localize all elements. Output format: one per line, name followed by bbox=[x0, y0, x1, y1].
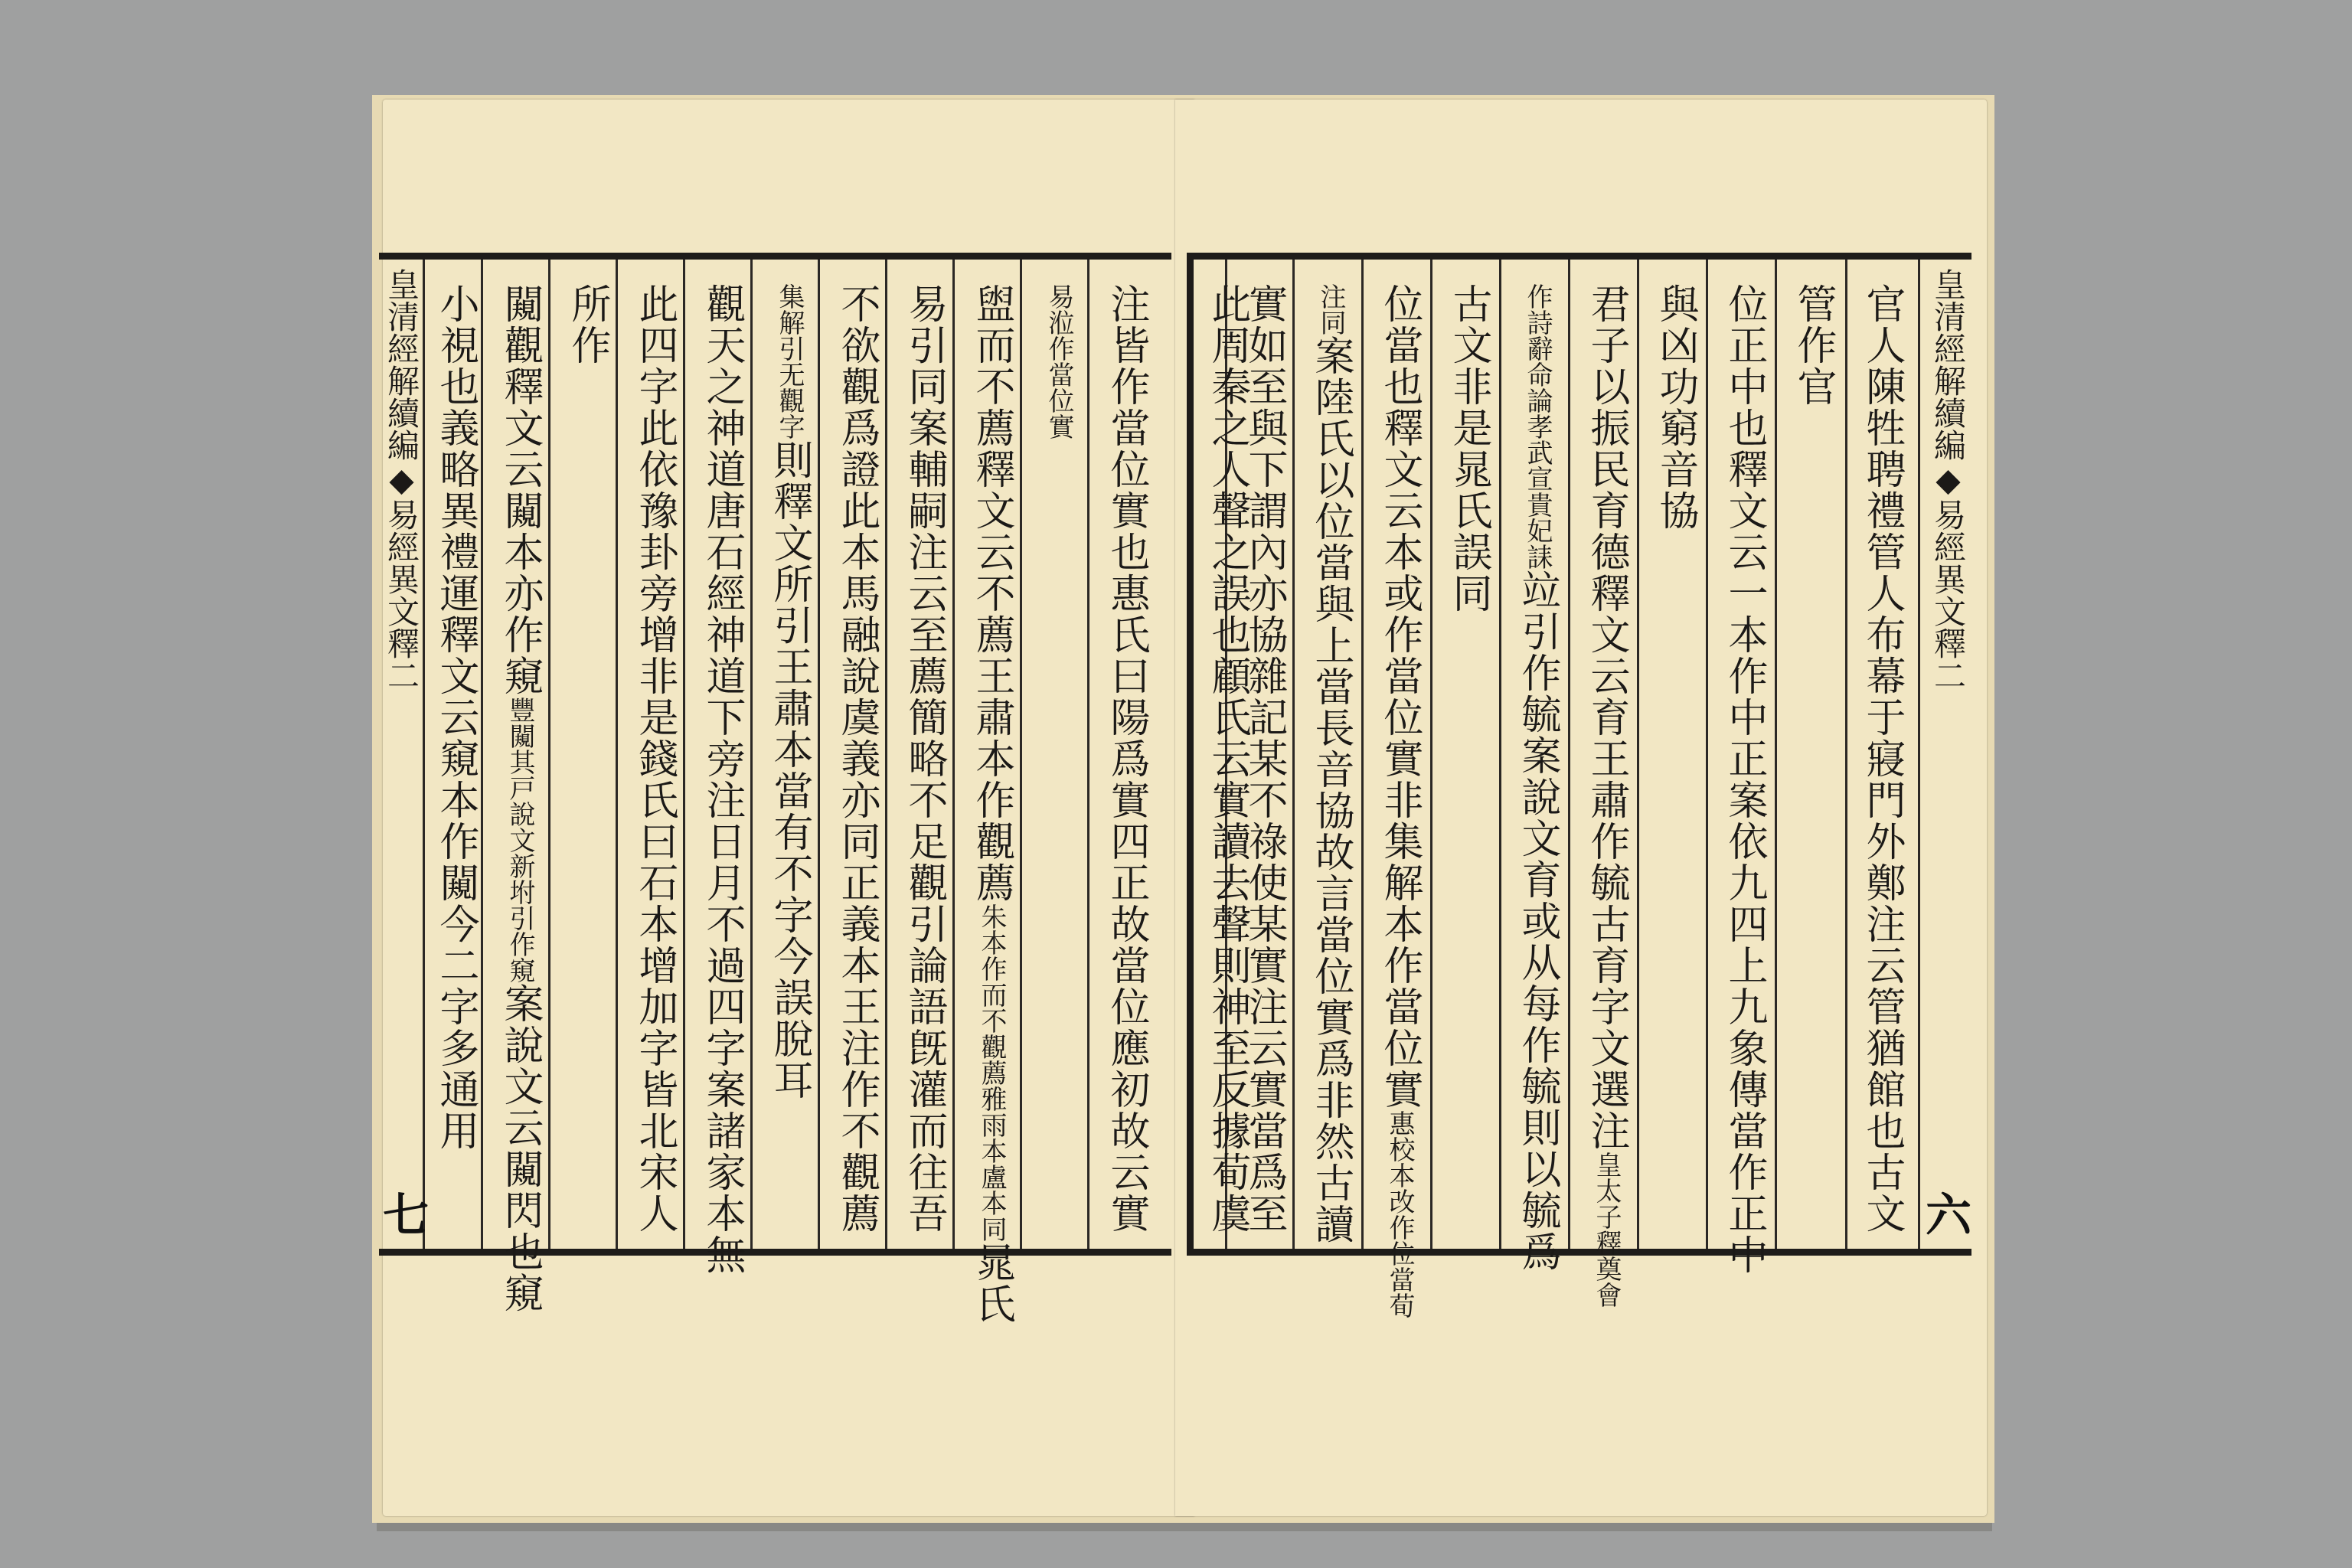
text-run: 案說文云闚閃也窺 bbox=[497, 983, 543, 1314]
column-rule bbox=[885, 260, 887, 1249]
text-run: 盥而不薦釋文云不薦王肅本作觀薦 bbox=[969, 283, 1014, 903]
column-rule bbox=[1637, 260, 1639, 1249]
text-run: 管作官 bbox=[1790, 283, 1836, 407]
small-note: 注同 bbox=[1315, 283, 1346, 335]
left-column-10 bbox=[495, 283, 545, 1314]
left-column-4 bbox=[899, 283, 949, 1234]
left-block-heart: 皇清經解續編◆易經異文釋二 bbox=[383, 268, 420, 691]
text-run: 位正中也釋文云一本作中正案依九四上九象傳當作正中 bbox=[1721, 283, 1767, 1276]
text-run: 官人陳牲聘禮管人布幕于寢門外鄭注云管猶館也古文 bbox=[1859, 283, 1905, 1234]
small-note: 集解引无觀字 bbox=[774, 283, 805, 439]
text-run: 則釋文所引王肅本當有不字今誤脫耳 bbox=[766, 439, 812, 1101]
column-rule bbox=[1499, 260, 1501, 1249]
text-run: 注皆作當位實也惠氏曰陽爲實四正故當位應初故云實 bbox=[1103, 283, 1149, 1234]
column-rule bbox=[1775, 260, 1777, 1249]
column-rule bbox=[1020, 260, 1022, 1249]
column-rule bbox=[1430, 260, 1432, 1249]
text-run: 與凶功窮音協 bbox=[1652, 283, 1698, 531]
column-rule bbox=[683, 260, 685, 1249]
right-heart-chapter: 易經異文釋二 bbox=[1929, 498, 1967, 691]
text-run: 所作 bbox=[564, 283, 610, 366]
text-run: 實如至與下謂內亦協雜記某不祿使某實注云實當爲至 bbox=[1241, 283, 1287, 1234]
left-folio-number: 七 bbox=[383, 1189, 429, 1243]
column-rule bbox=[1568, 260, 1570, 1249]
column-rule bbox=[1706, 260, 1708, 1249]
right-folio-number: 六 bbox=[1926, 1189, 1971, 1243]
column-rule bbox=[616, 260, 618, 1249]
right-column-1 bbox=[1857, 283, 1907, 1234]
text-run: 古文非是晁氏誤同 bbox=[1446, 283, 1491, 614]
text-run: 小視也義略異禮運釋文云窺本作闚今二字多通用 bbox=[433, 283, 479, 1152]
small-note: 朱本作而不觀薦雅雨本盧本同 bbox=[976, 903, 1007, 1242]
column-rule bbox=[1361, 260, 1364, 1249]
right-column-2 bbox=[1788, 283, 1838, 1225]
text-run: 晁氏 bbox=[969, 1242, 1014, 1325]
small-note: 豐闚其戸說文新坿引作窺 bbox=[505, 697, 535, 983]
column-rule bbox=[1087, 260, 1089, 1249]
right-print-frame bbox=[1187, 253, 1971, 1256]
column-rule bbox=[1845, 260, 1847, 1249]
column-rule bbox=[952, 260, 955, 1249]
column-rule bbox=[818, 260, 820, 1249]
text-run: 闚觀釋文云闚本亦作窺 bbox=[497, 283, 543, 697]
left-column-7 bbox=[697, 283, 747, 1276]
column-rule bbox=[481, 260, 483, 1249]
left-column-1 bbox=[1101, 283, 1152, 1234]
right-column-3 bbox=[1719, 283, 1769, 1276]
text-run: 此周秦之人聲之誤也顧氏云實讀去聲則神至反據荀虞 bbox=[1204, 283, 1250, 1234]
left-column-5 bbox=[831, 283, 882, 1234]
text-run: 此四字此依豫卦旁增非是錢氏曰石本增加字皆北宋人 bbox=[632, 283, 678, 1234]
small-note: 皇太子釋奠會 bbox=[1591, 1152, 1622, 1308]
left-column-9 bbox=[562, 283, 612, 1225]
left-heart-series: 皇清經解續編 bbox=[383, 268, 420, 461]
right-column-4 bbox=[1650, 283, 1700, 1225]
text-run: 竝引作毓案說文育或从每作毓則以毓爲 bbox=[1514, 570, 1560, 1272]
right-column-7 bbox=[1443, 283, 1494, 1225]
right-column-6 bbox=[1512, 283, 1563, 1272]
column-rule bbox=[423, 260, 425, 1249]
left-column-2 bbox=[1034, 283, 1084, 1225]
right-column-8 bbox=[1374, 283, 1425, 1318]
right-column-9 bbox=[1305, 283, 1356, 1245]
right-column-5 bbox=[1581, 283, 1632, 1308]
text-run: 易引同案輔嗣注云至薦簡略不足觀引論語旣灌而往吾 bbox=[901, 283, 947, 1234]
column-rule bbox=[1292, 260, 1295, 1249]
column-rule bbox=[750, 260, 753, 1249]
text-run: 位當也釋文云本或作當位實非集解本作當位實 bbox=[1377, 283, 1423, 1110]
small-note: 作詩辭命論孝武宣貴妃誄 bbox=[1522, 283, 1553, 570]
right-heart-series: 皇清經解續編 bbox=[1929, 268, 1967, 461]
small-note: 易涖作當位實 bbox=[1044, 283, 1074, 439]
left-heart-chapter: 易經異文釋二 bbox=[383, 498, 420, 691]
column-rule bbox=[1918, 260, 1920, 1249]
text-run: 不欲觀爲證此本馬融說虞義亦同正義本王注作不觀薦 bbox=[834, 283, 880, 1234]
right-column-11 bbox=[1202, 283, 1253, 1234]
text-run: 觀天之神道唐石經神道下旁注日月不過四字案諸家本無 bbox=[699, 283, 745, 1276]
text-run: 君子以振民育德釋文云育王肅作毓古育字文選注 bbox=[1583, 283, 1629, 1152]
small-note: 惠校本改作位當荀 bbox=[1384, 1110, 1415, 1318]
left-column-11 bbox=[430, 283, 481, 1225]
left-column-3 bbox=[966, 283, 1017, 1325]
column-rule bbox=[548, 260, 550, 1249]
left-column-6 bbox=[764, 283, 815, 1225]
left-column-8 bbox=[629, 283, 680, 1234]
right-block-heart: 皇清經解續編◆易經異文釋二 bbox=[1929, 268, 1967, 691]
text-run: 案陸氏以位當與上當長音協故言當位實爲非然古讀 bbox=[1308, 335, 1354, 1245]
